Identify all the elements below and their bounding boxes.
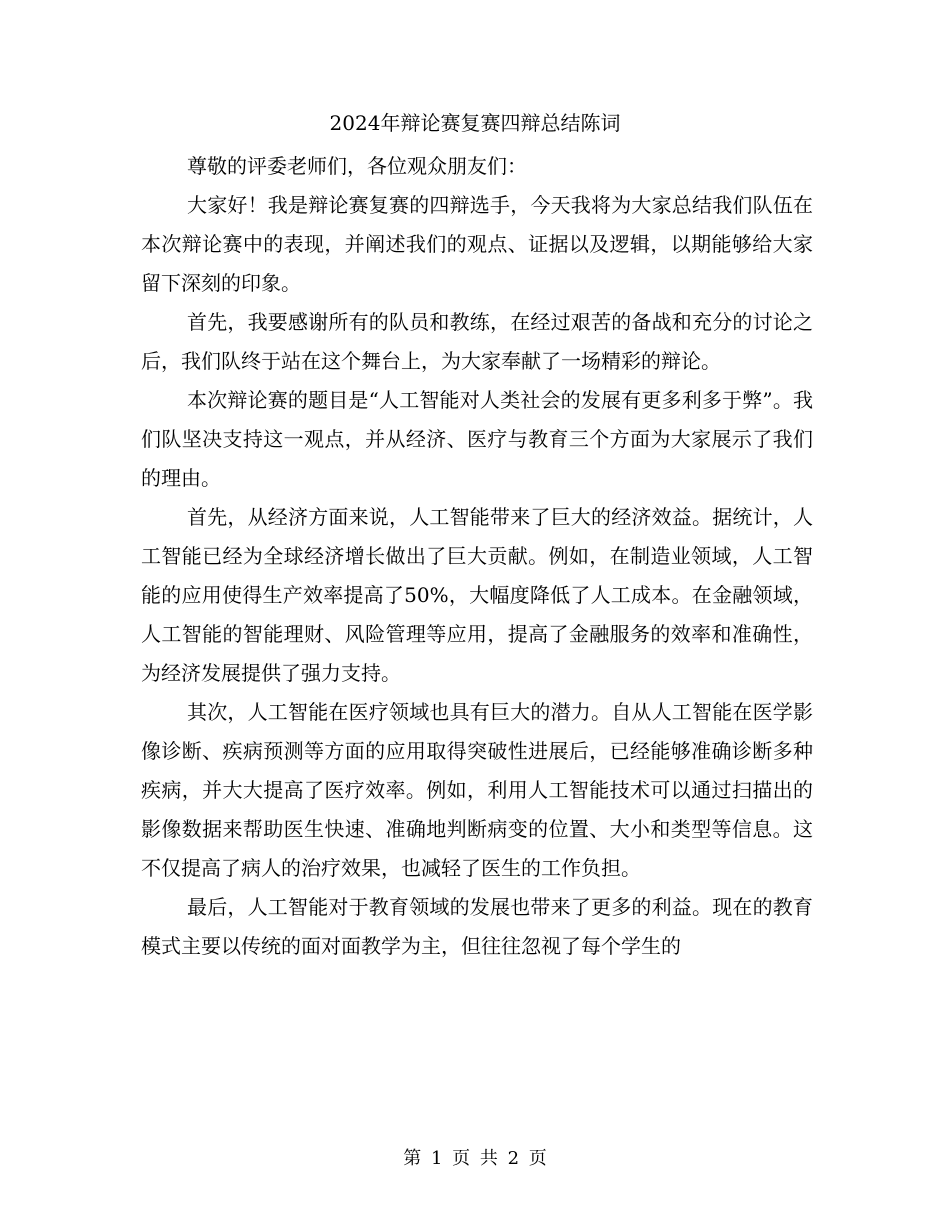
page-number-footer: 第 1 页 共 2 页 [403,1148,547,1169]
intro-paragraph: 大家好！我是辩论赛复赛的四辩选手，今天我将为大家总结我们队伍在本次辩论赛中的表现，并阐述我们的观点、证据以及逻辑，以期能够给大家留下深刻的印象。 [141,193,813,295]
topic-paragraph: 本次辩论赛的题目是“人工智能对人类社会的发展有更多利多于弊”。我们队坚决支持这一观点，并从经济、医疗与教育三个方面为大家展示了我们的理由。 [141,388,813,490]
document-title: 2024年辩论赛复赛四辩总结陈词 [329,111,621,135]
salutation-paragraph: 尊敬的评委老师们，各位观众朋友们： [187,154,527,178]
thanks-paragraph: 首先，我要感谢所有的队员和教练，在经过艰苦的备战和充分的讨论之后，我们队终于站在这个舞台上，为大家奉献了一场精彩的辩论。 [141,310,813,373]
economy-paragraph: 首先，从经济方面来说，人工智能带来了巨大的经济效益。据统计，人工智能已经为全球经济增长做出了巨大贡献。例如，在制造业领域，人工智能的应用使得生产效率提高了50%，大幅度降低了人工成本。在金融领域，人工智能的智能理财、风险管理等应用，提高了金融服务的效率和准确性，为经济发展提供了强力支持。 [141,505,813,685]
education-paragraph: 最后，人工智能对于教育领域的发展也带来了更多的利益。现在的教育模式主要以传统的面对面教学为主，但往往忽视了每个学生的 [141,895,813,958]
document-body [141,147,813,966]
medical-paragraph: 其次，人工智能在医疗领域也具有巨大的潜力。自从人工智能在医学影像诊断、疾病预测等方面的应用取得突破性进展后，已经能够准确诊断多种疾病，并大大提高了医疗效率。例如，利用人工智能技术可以通过扫描出的影像数据来帮助医生快速、准确地判断病变的位置、大小和类型等信息。这不仅提高了病人的治疗效果，也减轻了医生的工作负担。 [141,700,813,880]
